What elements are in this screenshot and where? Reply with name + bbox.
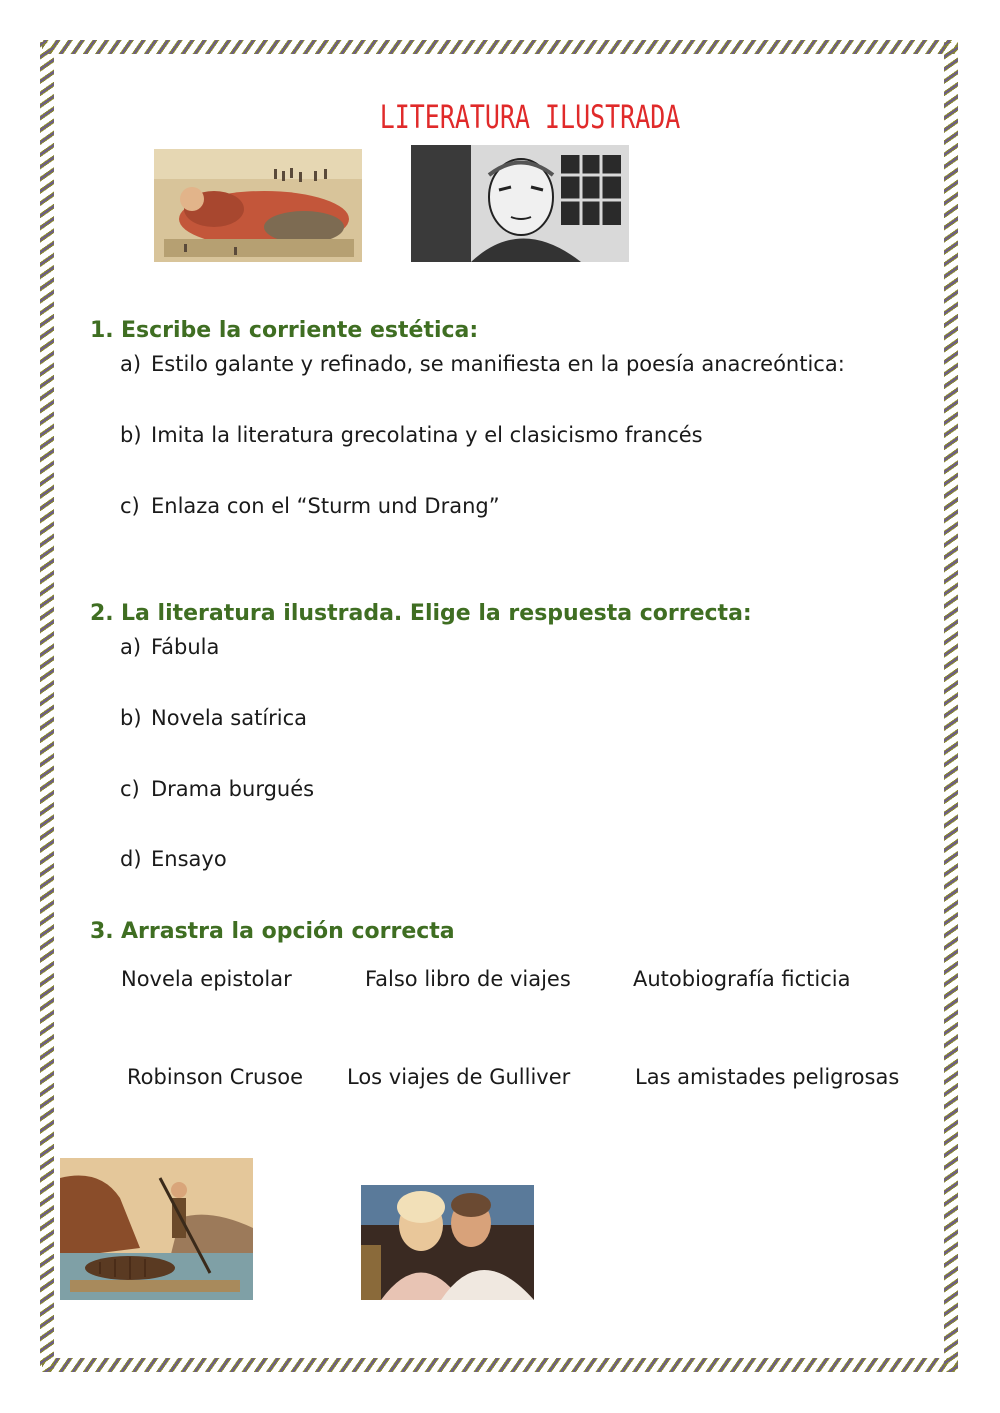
question-3 [90,919,455,944]
border-left [40,42,54,1372]
portrait-engraving [411,145,629,262]
genre-label-1: Novela epistolar [121,967,292,991]
question-2 [90,601,752,626]
page-title: LITERATURA ILUSTRADA [379,98,681,136]
question-2-text: La literatura ilustrada. Elige la respuesta correcta: [121,601,752,626]
question-3-number: 3. [90,919,114,944]
border-top [42,40,958,54]
dangerous-liaisons-still [361,1185,534,1300]
question-1-text: Escribe la corriente estética: [121,318,479,343]
question-1-number: 1. [90,318,114,343]
genre-label-2: Falso libro de viajes [365,967,571,991]
genre-label-3: Autobiografía ficticia [633,967,851,991]
draggable-work-3[interactable]: Las amistades peligrosas [635,1065,900,1089]
question-1 [90,318,478,343]
border-bottom [42,1358,958,1372]
question-2-option-a[interactable]: a) Fábula [120,635,220,659]
question-2-option-d[interactable]: d) Ensayo [120,847,227,871]
question-1-item-b: b) Imita la literatura grecolatina y el clasicismo francés [120,423,703,447]
question-2-option-c[interactable]: c) Drama burgués [120,777,315,801]
question-2-number: 2. [90,601,114,626]
question-2-option-b[interactable]: b) Novela satírica [120,706,308,730]
robinson-crusoe-illustration [60,1158,253,1300]
question-1-item-a: a) Estilo galante y refinado, se manifiesta en la poesía anacreóntica: [120,352,845,376]
draggable-work-2[interactable]: Los viajes de Gulliver [347,1065,571,1089]
question-3-text: Arrastra la opción correcta [121,919,455,944]
draggable-work-1[interactable]: Robinson Crusoe [127,1065,304,1089]
question-1-item-c: c) Enlaza con el “Sturm und Drang” [120,494,500,518]
border-right [944,42,958,1372]
gulliver-illustration [154,149,362,262]
